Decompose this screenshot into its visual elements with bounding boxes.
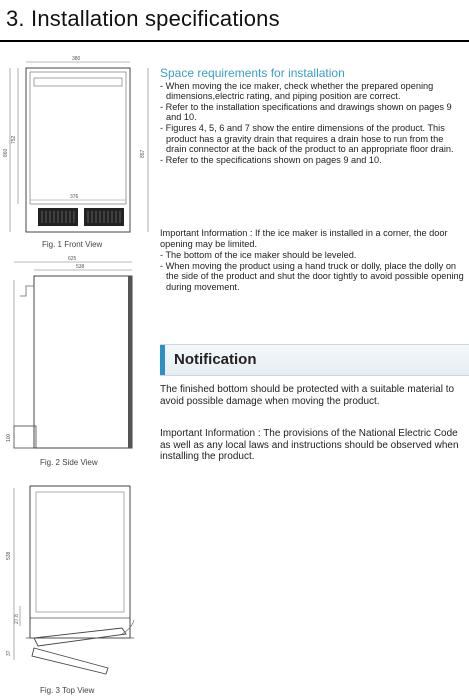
fig1-caption: Fig. 1 Front View <box>42 240 103 249</box>
notification-important: Important Information : The provisions of the National Electric Code as well as any local laws and instructions should be observed when installing the product. <box>160 428 459 462</box>
top-dim-depth: 538 <box>6 551 12 560</box>
front-dim-inner: 752 <box>11 135 17 144</box>
space-item: - Refer to the installation specifications and drawings shown on pages 9 and 10. <box>160 101 452 123</box>
notification-title: Notification <box>174 351 257 368</box>
front-dim-total: 860 <box>3 148 9 157</box>
top-dim-gap: 27.8 <box>14 614 20 624</box>
front-dim-bottom: 376 <box>70 194 79 200</box>
fig2-caption: Fig. 2 Side View <box>40 458 98 467</box>
space-item: - When moving the ice maker, check whether the prepared opening dimensions,electric rating, and piping position are correct. <box>160 80 434 102</box>
page-title: 3. Installation specifications <box>6 6 280 31</box>
space-item: - Figures 4, 5, 6 and 7 show the entire dimensions of the product. This product has a gravity drain that requires a drain hose to run from the drain connector at the back of the product to an appropriate floor drain. <box>160 122 454 155</box>
front-dim-right: 857 <box>140 149 146 158</box>
title-divider <box>0 40 469 42</box>
notification-header <box>160 344 469 376</box>
notification-text: The finished bottom should be protected with a suitable material to avoid possible damage when moving the product. <box>160 384 455 407</box>
front-dim-top: 380 <box>72 56 81 62</box>
space-requirements <box>160 68 466 165</box>
important-item: - The bottom of the ice maker should be leveled. <box>160 250 357 261</box>
fig3-caption: Fig. 3 Top View <box>40 686 95 695</box>
important-lead: Important Information : If the ice maker is installed in a corner, the door opening may be limited. <box>160 228 448 249</box>
top-view-diagram <box>4 478 154 682</box>
side-dim-base: 100 <box>6 433 12 442</box>
side-view-diagram <box>4 256 154 452</box>
top-dim-door: 37 <box>6 650 12 656</box>
important-item: - When moving the product using a hand truck or dolly, place the dolly on the side of the product and shut the door tightly to avoid possible opening during movement. <box>160 260 464 292</box>
space-title: Space requirements for installation <box>160 66 345 80</box>
space-item: - Refer to the specifications shown on pages 9 and 10. <box>160 154 382 165</box>
side-dim-outer: 625 <box>68 256 77 262</box>
page-header <box>0 0 469 44</box>
important-info-1 <box>160 228 466 293</box>
front-view-diagram <box>4 54 154 238</box>
side-dim-inner: 538 <box>76 264 85 270</box>
